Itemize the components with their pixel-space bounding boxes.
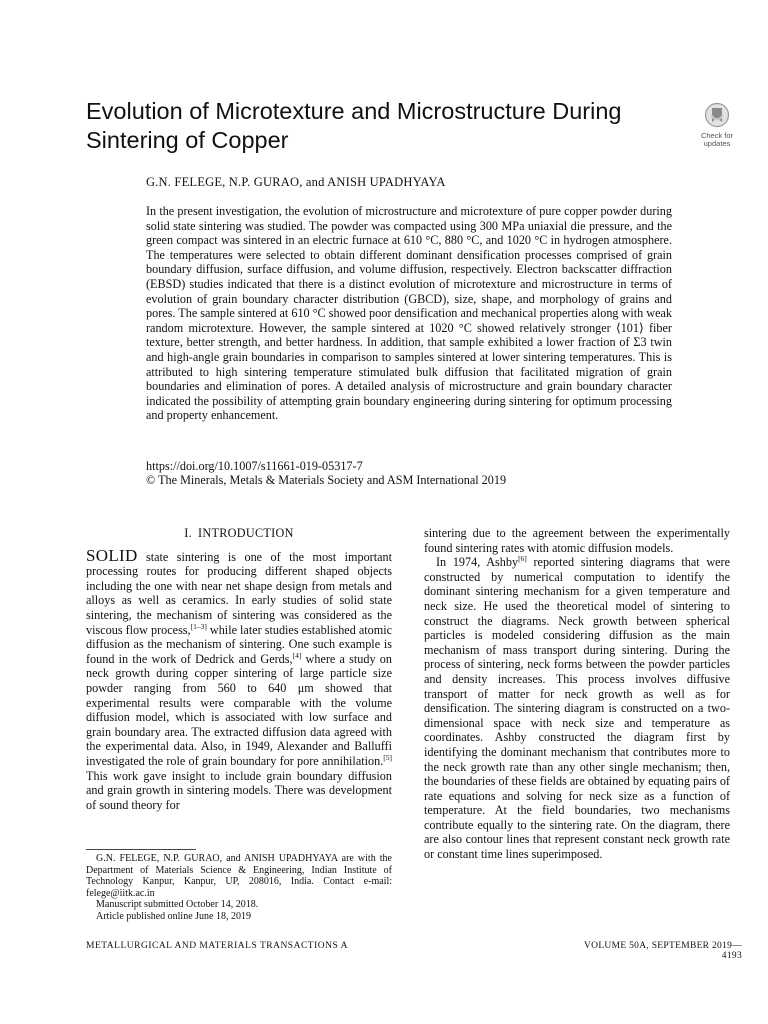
- section-heading: [86, 526, 392, 541]
- text-run: while later studies established atomic diffusion as the mechanism of sintering. One such example is found in the work of Dedrick and Gerds,: [86, 622, 393, 666]
- intro-paragraph-1-continued: sintering due to the agreement between the experimentally found sintering rates with atomic diffusion models.: [424, 526, 730, 555]
- volume-page-info: VOLUME 50A, SEPTEMBER 2019—4193: [584, 941, 742, 961]
- submitted-date: Manuscript submitted October 14, 2018.: [96, 899, 259, 910]
- affiliation-footnote: [86, 853, 392, 899]
- copyright-notice: © The Minerals, Metals & Materials Society and ASM International 2019: [146, 473, 507, 487]
- text-run: reported sintering diagrams that were constructed by numerical computation to identify the dominant sintering mechanism for a given temperature and neck size. He used the theoretical model of sintering to construct the diagrams. Neck growth between spherical particles is modeled considering diffusion as the main mechanism of mass transport during sintering. During the process of sintering, neck forms between the powder particles and density increases. This process involves diffusive transport of matter for neck growth as well as for densification. The sintering diagram is constructed on a two-dimensional space with neck size and temperature as coordinates. Ashby constructed the diagram first by identifying the dominant mechanism that contributes more to the neck growth rate than any other single mechanism; then, the boundaries of these fields are obtained by equating pairs of rate equations and solving for neck size as a function of temperature. At the field boundaries, two mechanisms contribute equally to the sintering rate. On the diagram, there are also contour lines that represent constant neck growth rate or constant time lines superimposed.: [424, 555, 730, 862]
- check-for-updates-badge[interactable]: [693, 102, 741, 148]
- published-date: Article published online June 18, 2019: [96, 911, 251, 922]
- dropcap-word: SOLID: [86, 545, 138, 565]
- text-run: state sintering is one of the most important processing routes for producing different shaped objects including the one with near net shape design from metals and alloys as well as ceramics. In early studies of solid state sintering, the mechanism of sintering was considered as the viscous flow process,: [86, 549, 392, 637]
- text-run: In 1974, Ashby: [436, 555, 519, 570]
- right-column: [424, 526, 730, 862]
- intro-paragraph-1: [86, 545, 393, 813]
- citation-link[interactable]: [1–3]: [190, 621, 207, 631]
- journal-name: METALLURGICAL AND MATERIALS TRANSACTIONS A: [86, 941, 348, 951]
- abstract: In the present investigation, the evolution of microstructure and microtexture of pure copper powder during solid state sintering was studied. The powder was compacted using 300 MPa uniaxial die pressure, and the green compact was sintered in an electric furnace at 610 °C, 880 °C, and 1020 °C in hydrogen atmosphere. The temperatures were selected to obtain different dominant densification processes comprised of grain boundary diffusion, surface diffusion, and volume diffusion, respectively. Electron backscatter diffraction (EBSD) studies indicated that there is a distinct evolution of microtexture and microstructure in terms of evolution of grain boundary character distribution (GBCD), size, shape, and morphology of grains and pores. The sample sintered at 610 °C showed poor densification and mechanical properties along with weak random microtexture. However, the sample sintered at 1020 °C showed relatively stronger ⟨101⟩ fiber texture, better strength, and better hardness. In addition, that sample exhibited a lower fraction of Σ3 twin and high-angle grain boundaries in comparison to samples sintered at lower sintering temperatures. This is attributed to high sintering temperature stimulated bulk diffusion that facilitated migration of grain boundaries and elimination of pores. A detailed analysis of microstructure and grain boundary character indicated the possibility of attempting grain boundary engineering during sintering for optimum processing and property enhancement.: [146, 204, 672, 423]
- text-run: where a study on neck growth during copper sintering of large particle size powder ranging from 560 to 640 μm showed that experimental results were comparable with the volume diffusion model, which is associated with low surface and grain boundary area. The extracted diffusion data agreed with the experimental data. Also, in 1949, Alexander and Balluffi investigated the role of grain boundary for pore annihilation.: [86, 651, 392, 768]
- section-title: INTRODUCTION: [198, 526, 294, 540]
- citation-link[interactable]: [6]: [518, 554, 527, 564]
- paper-title: Evolution of Microtexture and Microstructure During Sintering of Copper: [86, 98, 622, 153]
- affiliation-text: G.N. FELEGE, N.P. GURAO, and ANISH UPADHYAYA are with the Department of Materials Science & Engineering, Indian Institute of Technology Kanpur, Kanpur, UP, 208016, India. Contact e-mail: felege@iitk.ac.in: [86, 853, 392, 899]
- left-column: [86, 526, 392, 812]
- citation-link[interactable]: [5]: [383, 752, 392, 762]
- doi-link[interactable]: https://doi.org/10.1007/s11661-019-05317-7: [146, 459, 363, 473]
- section-number: I.: [184, 526, 193, 540]
- badge-line-1: Check for: [700, 131, 734, 140]
- intro-paragraph-2: [424, 555, 730, 861]
- citation-link[interactable]: [4]: [292, 650, 302, 660]
- author-list: G.N. FELEGE, N.P. GURAO, and ANISH UPADHYAYA: [146, 175, 446, 189]
- footnote-divider: [86, 849, 196, 850]
- badge-line-2: updates: [703, 139, 731, 148]
- check-for-updates-icon: [704, 102, 730, 130]
- text-run: This work gave insight to include grain boundary diffusion and grain growth in sintering models. There was development of sound theory for: [86, 768, 392, 812]
